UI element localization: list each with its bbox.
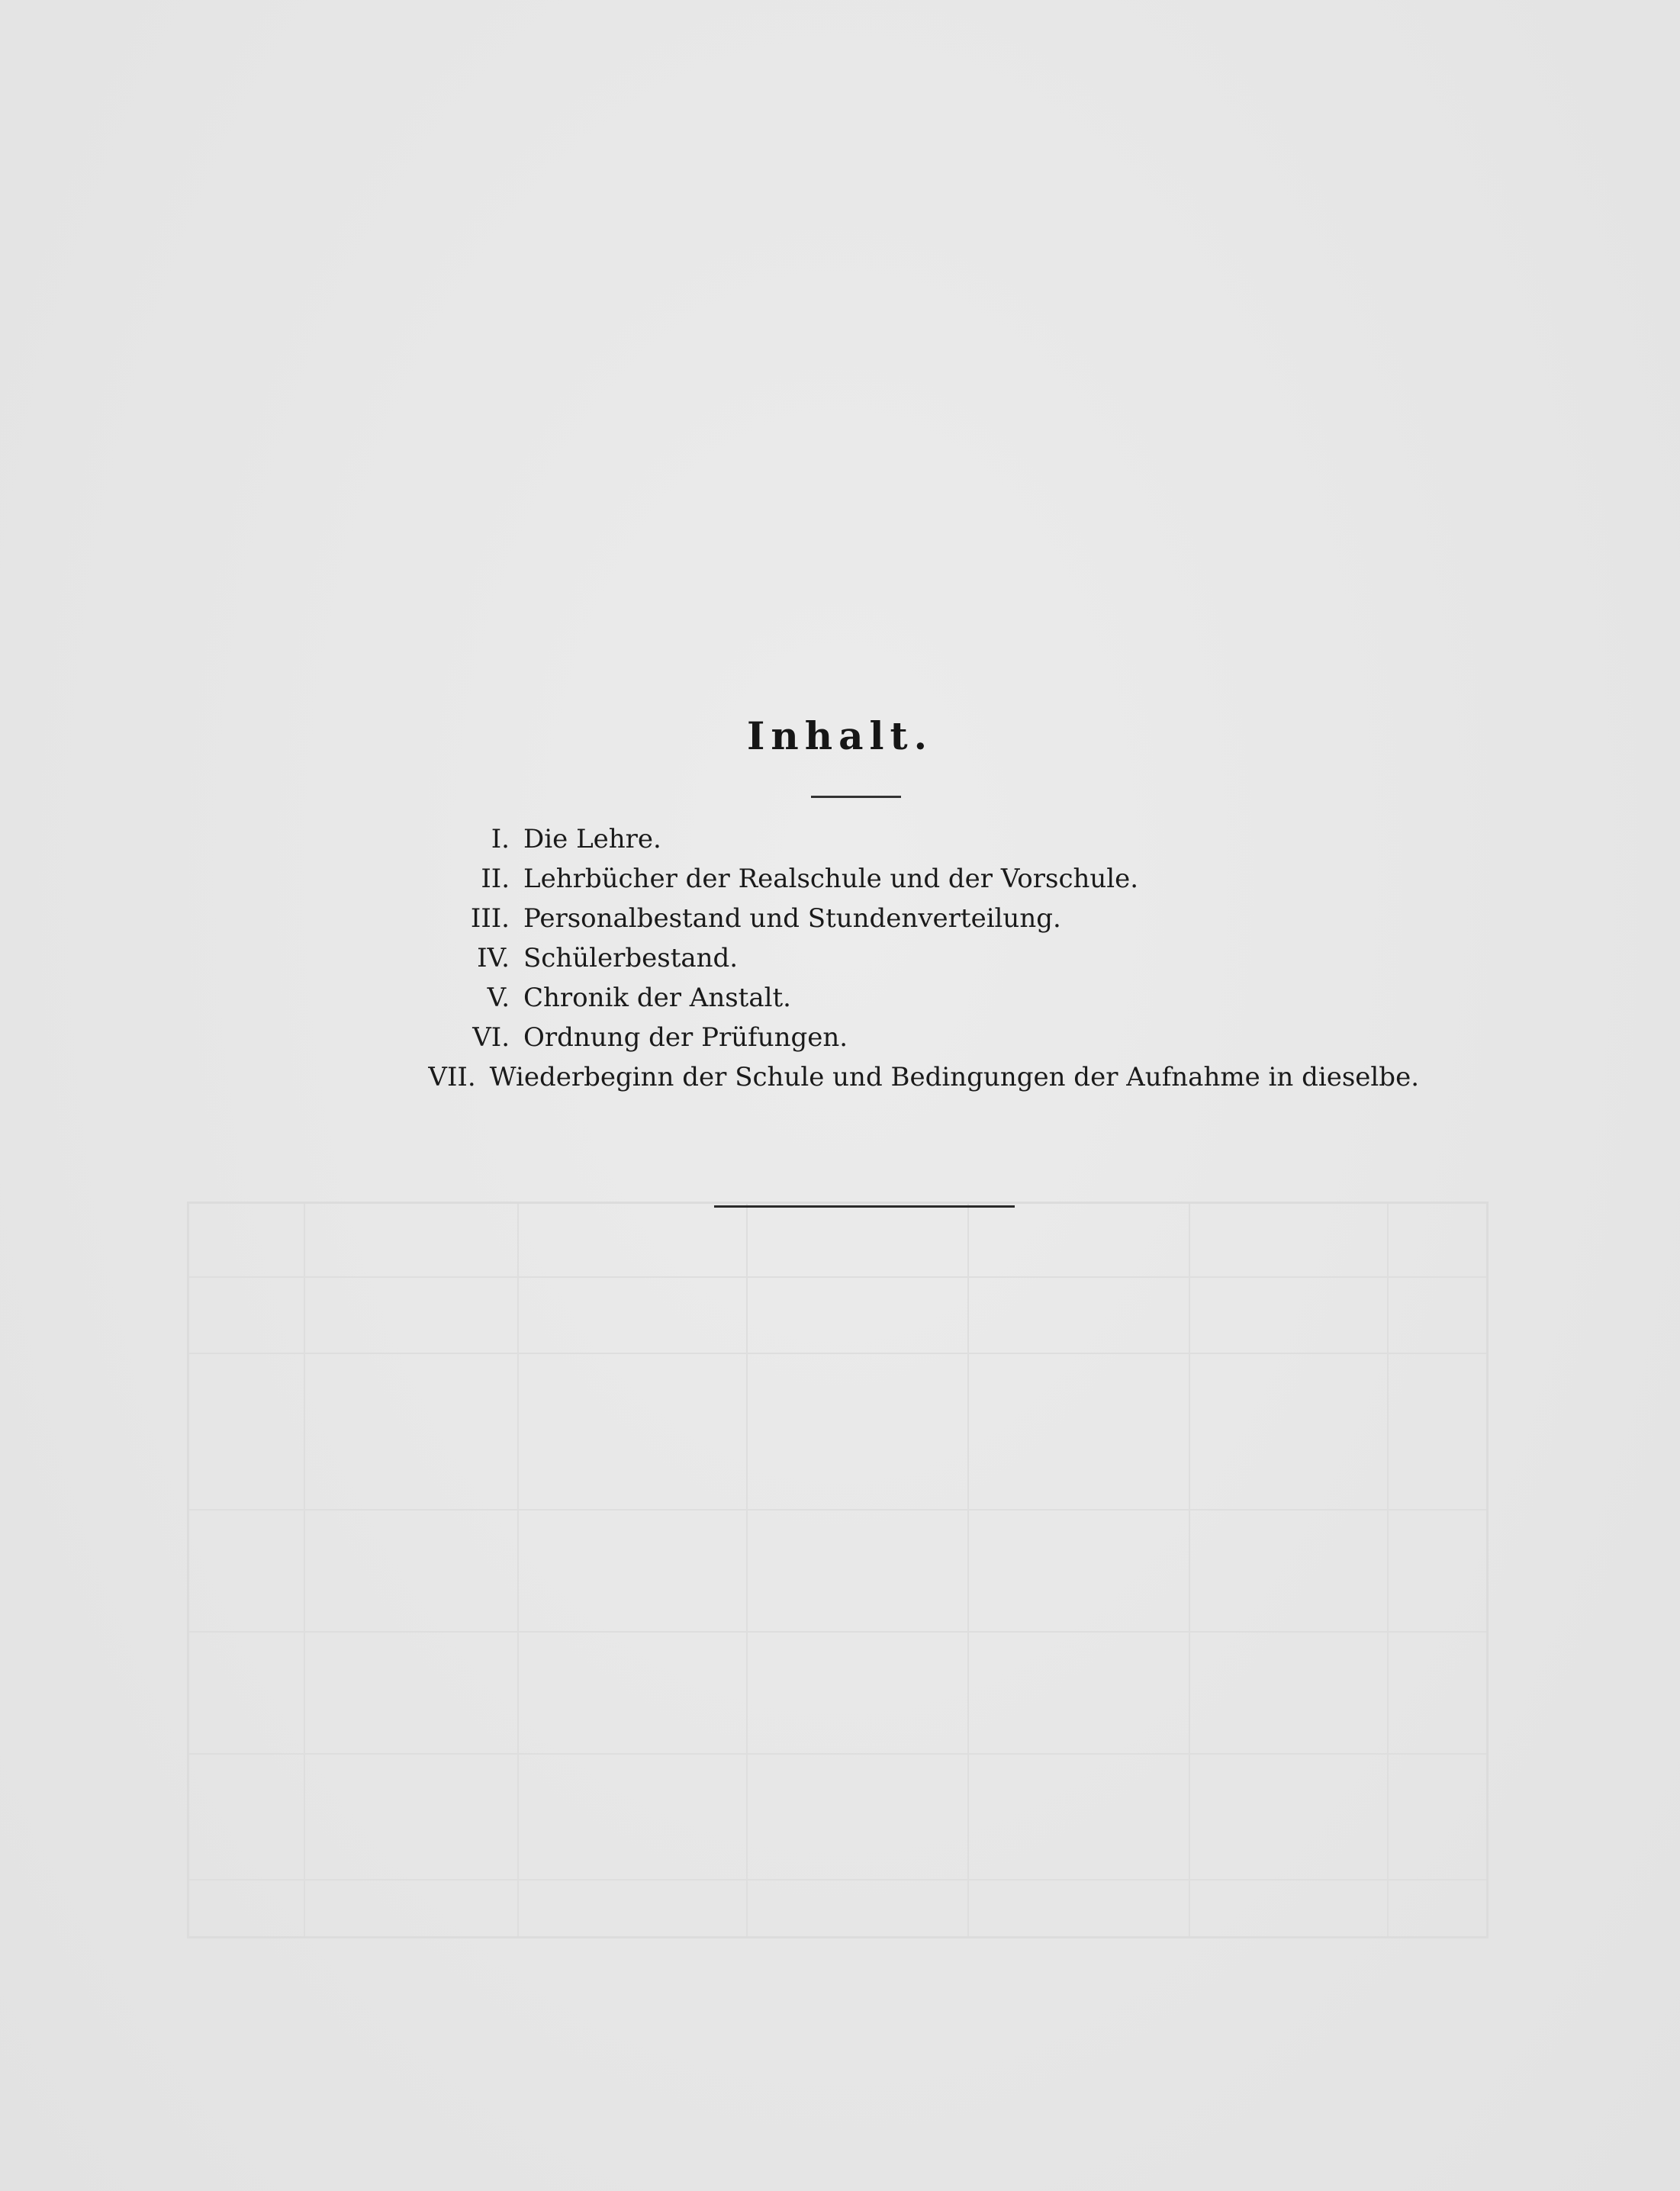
toc-item [427, 983, 1419, 1022]
toc-item-text: Wiederbeginn der Schule und Bedingungen der Aufnahme in dieselbe. [489, 1062, 1419, 1092]
page-title: Inhalt. [747, 713, 933, 758]
toc-item [427, 1022, 1419, 1062]
toc-item [427, 943, 1419, 983]
toc-item [427, 864, 1419, 903]
toc-item-number: II. [481, 864, 510, 894]
toc-item-text: Lehrbücher der Realschule und der Vorschule. [523, 864, 1139, 894]
toc-item [427, 824, 1419, 864]
toc-item-number: IV. [477, 943, 510, 973]
toc-item-text: Die Lehre. [523, 824, 661, 854]
toc-item-text: Schülerbestand. [523, 943, 739, 973]
table-of-contents [427, 824, 1419, 1102]
closing-divider [714, 1205, 1015, 1208]
toc-item-text: Chronik der Anstalt. [523, 983, 791, 1013]
toc-item-text: Personalbestand und Stundenverteilung. [523, 903, 1061, 934]
toc-item [427, 903, 1419, 943]
toc-item-number: VI. [472, 1022, 510, 1053]
bleed-through-table [187, 1202, 1489, 1938]
title-divider [811, 796, 901, 798]
toc-item-number: III. [470, 903, 510, 934]
toc-item [427, 1062, 1419, 1102]
toc-item-number: I. [491, 824, 510, 854]
toc-item-number: VII. [428, 1062, 476, 1092]
toc-item-text: Ordnung der Prüfungen. [523, 1022, 848, 1053]
toc-item-number: V. [487, 983, 510, 1013]
